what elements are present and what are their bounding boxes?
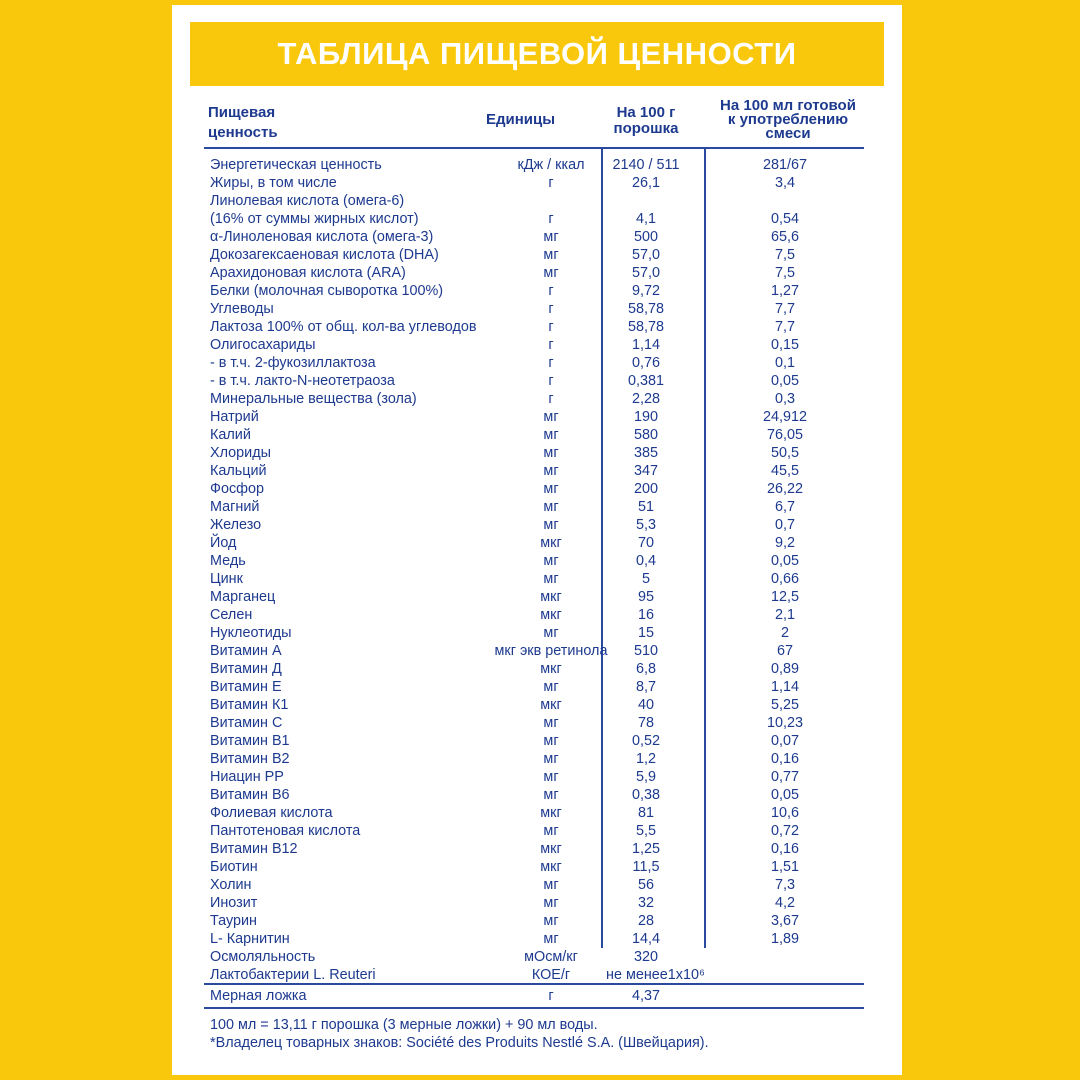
nutrient-name: Белки (молочная сыворотка 100%) — [210, 283, 444, 299]
nutrient-unit: г — [548, 391, 554, 407]
value-per-100g: 58,78 — [627, 301, 664, 317]
value-per-100g: 510 — [633, 643, 658, 659]
value-per-100g: 5,9 — [635, 769, 656, 785]
value-per-100ml: 0,7 — [774, 517, 795, 533]
nutrient-unit: мг — [543, 247, 559, 263]
value-per-100ml: 7,7 — [774, 301, 795, 317]
value-per-100ml: 0,05 — [770, 373, 799, 389]
value-per-100g: 81 — [637, 805, 654, 821]
nutrient-unit: мг — [543, 229, 559, 245]
value-per-100ml: 6,7 — [774, 499, 795, 515]
nutrient-name: Таурин — [210, 913, 258, 929]
nutrient-name: Железо — [210, 517, 262, 533]
value-per-100ml: 0,05 — [770, 787, 799, 803]
value-per-100g: 2,28 — [631, 391, 660, 407]
nutrient-name: Пантотеновая кислота — [210, 823, 361, 839]
footer-serving-note: 100 мл = 13,11 г порошка (3 мерные ложки) + 90 мл воды. — [210, 1017, 598, 1033]
value-per-100ml: 24,912 — [762, 409, 807, 425]
table-row — [210, 192, 860, 210]
nutrient-unit: мг — [543, 553, 559, 569]
value-per-100ml: 5,25 — [770, 697, 799, 713]
nutrient-unit: мг — [543, 625, 559, 641]
table-row — [210, 480, 860, 498]
nutrient-name: Витамин Е — [210, 679, 282, 695]
table-row — [210, 264, 860, 282]
value-per-100g: 1,2 — [635, 751, 656, 767]
value-per-100g: 200 — [633, 481, 658, 497]
value-per-100g: не менее1х10⁶ — [606, 967, 705, 983]
table-row — [210, 876, 860, 894]
value-per-100g: 56 — [637, 877, 654, 893]
nutrient-unit: мг — [543, 265, 559, 281]
value-per-100ml: 281/67 — [762, 157, 807, 173]
table-row — [210, 336, 860, 354]
nutrient-unit: мг — [543, 427, 559, 443]
col-head-unit: Единицы — [486, 111, 556, 128]
nutrient-name: Цинк — [210, 571, 243, 587]
value-per-100ml: 4,2 — [774, 895, 795, 911]
nutrient-name: Олигосахариды — [210, 337, 316, 353]
table-row — [210, 318, 860, 336]
nutrient-name: Углеводы — [210, 301, 274, 317]
nutrient-name: Селен — [210, 607, 253, 623]
nutrient-unit: мг — [543, 463, 559, 479]
measure-name: Мерная ложка — [210, 988, 307, 1004]
table-row — [210, 678, 860, 696]
nutrient-unit: г — [548, 175, 554, 191]
value-per-100g: 385 — [633, 445, 658, 461]
value-per-100ml: 0,16 — [770, 841, 799, 857]
table-row — [210, 930, 860, 948]
table-row — [210, 552, 860, 570]
value-per-100g: 0,52 — [631, 733, 660, 749]
table-row — [210, 426, 860, 444]
nutrient-unit: г — [548, 337, 554, 353]
value-per-100ml: 1,89 — [770, 931, 799, 947]
value-per-100g: 14,4 — [631, 931, 660, 947]
nutrient-unit: г — [548, 301, 554, 317]
value-per-100g: 8,7 — [635, 679, 656, 695]
value-per-100g: 9,72 — [631, 283, 660, 299]
nutrient-unit: мг — [543, 895, 559, 911]
table-row — [210, 390, 860, 408]
value-per-100ml: 0,07 — [770, 733, 799, 749]
nutrient-name: Нуклеотиды — [210, 625, 292, 641]
nutrient-unit: КОЕ/г — [531, 967, 571, 983]
table-row — [210, 768, 860, 786]
value-per-100g: 57,0 — [631, 265, 660, 281]
col-head-nutrient: Пищевая ценность — [208, 104, 278, 141]
nutrient-name: - в т.ч. 2-фукозиллактоза — [210, 355, 376, 371]
nutrient-name: Холин — [210, 877, 252, 893]
value-per-100ml: 0,05 — [770, 553, 799, 569]
value-per-100ml: 0,89 — [770, 661, 799, 677]
col-head-per100g: На 100 г порошка — [613, 104, 679, 137]
value-per-100ml: 0,77 — [770, 769, 799, 785]
nutrient-name: L- Карнитин — [210, 931, 290, 947]
nutrient-unit: мг — [543, 823, 559, 839]
value-per-100ml: 50,5 — [770, 445, 799, 461]
table-row — [210, 840, 860, 858]
nutrient-name: Натрий — [210, 409, 259, 425]
table-row — [210, 174, 860, 192]
value-per-100g: 6,8 — [635, 661, 656, 677]
nutrient-name: Витамин С — [210, 715, 283, 731]
nutrient-name: Витамин В1 — [210, 733, 290, 749]
nutrient-name: Осмоляльность — [210, 949, 316, 965]
nutrient-name: Лактоза 100% от общ. кол-ва углеводов — [210, 319, 477, 335]
value-per-100ml: 65,6 — [770, 229, 799, 245]
nutrient-unit: мг — [543, 409, 559, 425]
value-per-100g: 16 — [637, 607, 654, 623]
measure-rule-top — [204, 983, 864, 985]
value-per-100ml: 26,22 — [766, 481, 803, 497]
nutrient-name: Витамин В2 — [210, 751, 290, 767]
value-per-100ml: 0,3 — [774, 391, 795, 407]
value-per-100g: 0,4 — [635, 553, 656, 569]
nutrient-unit: мкг — [540, 535, 562, 551]
nutrient-unit: мкг — [540, 841, 562, 857]
nutrient-unit: мг — [543, 733, 559, 749]
table-row — [210, 894, 860, 912]
nutrient-unit: мг — [543, 517, 559, 533]
table-row — [210, 156, 860, 174]
nutrient-unit: г — [548, 373, 554, 389]
value-per-100ml: 7,7 — [774, 319, 795, 335]
table-title: ТАБЛИЦА ПИЩЕВОЙ ЦЕННОСТИ — [277, 36, 797, 71]
value-per-100g: 32 — [637, 895, 654, 911]
value-per-100ml: 0,66 — [770, 571, 799, 587]
value-per-100ml: 10,6 — [770, 805, 799, 821]
value-per-100ml: 1,51 — [770, 859, 799, 875]
value-per-100ml: 10,23 — [766, 715, 803, 731]
table-row — [210, 948, 860, 966]
table-row — [210, 534, 860, 552]
measure-value: 4,37 — [631, 988, 660, 1004]
value-per-100g: 190 — [633, 409, 658, 425]
table-row — [210, 606, 860, 624]
value-per-100g: 4,1 — [635, 211, 656, 227]
value-per-100g: 320 — [633, 949, 658, 965]
nutrient-unit: мкг экв ретинола — [494, 643, 608, 659]
value-per-100g: 0,38 — [631, 787, 660, 803]
table-row — [210, 912, 860, 930]
nutrient-name: Минеральные вещества (зола) — [210, 391, 417, 407]
table-row — [210, 750, 860, 768]
nutrient-name: (16% от суммы жирных кислот) — [210, 211, 419, 227]
value-per-100ml: 3,67 — [770, 913, 799, 929]
table-row — [210, 660, 860, 678]
nutrient-unit: мг — [543, 679, 559, 695]
nutrient-name: Ниацин РР — [210, 769, 284, 785]
value-per-100ml: 12,5 — [770, 589, 799, 605]
value-per-100ml: 0,54 — [770, 211, 799, 227]
measure-unit: г — [548, 988, 554, 1004]
table-row — [210, 570, 860, 588]
nutrient-unit: мг — [543, 931, 559, 947]
title-bar — [190, 22, 884, 86]
nutrient-unit: мг — [543, 877, 559, 893]
table-row — [210, 588, 860, 606]
nutrient-name: Докозагексаеновая кислота (DHA) — [210, 247, 439, 263]
nutrient-name: Магний — [210, 499, 260, 515]
nutrient-name: Линолевая кислота (омега-6) — [210, 193, 405, 209]
nutrient-name: Витамин А — [210, 643, 282, 659]
nutrient-name: Хлориды — [210, 445, 271, 461]
value-per-100g: 58,78 — [627, 319, 664, 335]
nutrient-name: Медь — [210, 553, 246, 569]
nutrient-name: Энергетическая ценность — [210, 157, 382, 173]
nutrient-unit: мг — [543, 751, 559, 767]
nutrient-unit: мг — [543, 913, 559, 929]
nutrient-name: α-Линоленовая кислота (омега-3) — [210, 229, 434, 245]
nutrient-name: Инозит — [210, 895, 258, 911]
table-row — [210, 858, 860, 876]
nutrient-unit: мг — [543, 715, 559, 731]
nutrient-unit: мг — [543, 769, 559, 785]
table-row — [210, 696, 860, 714]
col-head-per100ml: На 100 мл готовой к употреблению смеси — [720, 97, 856, 142]
table-row — [210, 804, 860, 822]
value-per-100g: 28 — [637, 913, 654, 929]
footer-trademark-note: *Владелец товарных знаков: Société des Produits Nestlé S.A. (Швейцария). — [210, 1035, 709, 1051]
table-row — [210, 462, 860, 480]
nutrient-name: - в т.ч. лакто-N-неотетраоза — [210, 373, 395, 389]
table-row — [210, 732, 860, 750]
nutrition-table — [210, 156, 860, 984]
nutrient-name: Биотин — [210, 859, 258, 875]
nutrient-name: Кальций — [210, 463, 267, 479]
table-row — [210, 246, 860, 264]
value-per-100g: 57,0 — [631, 247, 660, 263]
value-per-100ml: 1,14 — [770, 679, 799, 695]
table-row — [210, 714, 860, 732]
value-per-100g: 1,14 — [631, 337, 660, 353]
table-row — [210, 228, 860, 246]
nutrient-unit: мг — [543, 481, 559, 497]
value-per-100ml: 0,72 — [770, 823, 799, 839]
value-per-100ml: 7,3 — [774, 877, 795, 893]
value-per-100g: 2140 / 511 — [612, 157, 680, 173]
value-per-100g: 5,5 — [635, 823, 656, 839]
value-per-100ml: 7,5 — [774, 265, 795, 281]
nutrient-unit: мкг — [540, 859, 562, 875]
nutrient-name: Арахидоновая кислота (ARA) — [210, 265, 406, 281]
nutrient-unit: мкг — [540, 697, 562, 713]
nutrient-unit: г — [548, 211, 554, 227]
value-per-100ml: 0,16 — [770, 751, 799, 767]
value-per-100g: 5,3 — [635, 517, 656, 533]
table-row — [210, 966, 860, 984]
value-per-100g: 51 — [637, 499, 654, 515]
nutrient-name: Витамин К1 — [210, 697, 289, 713]
value-per-100g: 500 — [633, 229, 658, 245]
value-per-100ml: 7,5 — [774, 247, 795, 263]
nutrient-unit: мкг — [540, 607, 562, 623]
nutrient-unit: кДж / ккал — [517, 157, 585, 173]
value-per-100g: 0,381 — [627, 373, 664, 389]
value-per-100ml: 3,4 — [774, 175, 795, 191]
nutrient-unit: мг — [543, 787, 559, 803]
value-per-100g: 26,1 — [631, 175, 660, 191]
header-rule — [204, 147, 864, 149]
nutrient-name: Марганец — [210, 589, 276, 605]
nutrient-unit: г — [548, 355, 554, 371]
table-row — [210, 354, 860, 372]
value-per-100g: 40 — [637, 697, 654, 713]
nutrient-unit: мкг — [540, 805, 562, 821]
value-per-100ml: 9,2 — [774, 535, 795, 551]
nutrient-name: Витамин Д — [210, 661, 282, 677]
measure-rule-bottom — [204, 1007, 864, 1009]
table-row — [210, 822, 860, 840]
nutrient-name: Фосфор — [210, 481, 264, 497]
value-per-100g: 580 — [633, 427, 658, 443]
value-per-100ml: 67 — [776, 643, 793, 659]
table-row — [210, 624, 860, 642]
nutrient-name: Лактобактерии L. Reuteri — [210, 967, 376, 983]
value-per-100ml: 2 — [780, 625, 789, 641]
value-per-100g: 5 — [641, 571, 650, 587]
nutrient-name: Витамин В12 — [210, 841, 298, 857]
value-per-100ml: 76,05 — [766, 427, 803, 443]
table-row — [210, 444, 860, 462]
value-per-100g: 78 — [637, 715, 654, 731]
value-per-100g: 95 — [637, 589, 654, 605]
value-per-100g: 70 — [637, 535, 654, 551]
nutrient-unit: г — [548, 319, 554, 335]
table-row — [210, 282, 860, 300]
nutrient-name: Жиры, в том числе — [210, 175, 337, 191]
nutrient-unit: мкг — [540, 661, 562, 677]
value-per-100g: 15 — [637, 625, 654, 641]
value-per-100g: 347 — [633, 463, 658, 479]
nutrient-name: Йод — [210, 535, 237, 551]
nutrient-unit: г — [548, 283, 554, 299]
nutrient-name: Фолиевая кислота — [210, 805, 333, 821]
nutrient-unit: мг — [543, 445, 559, 461]
nutrient-unit: мкг — [540, 589, 562, 605]
table-row — [210, 516, 860, 534]
value-per-100ml: 45,5 — [770, 463, 799, 479]
value-per-100g: 0,76 — [631, 355, 660, 371]
value-per-100ml: 2,1 — [774, 607, 795, 623]
nutrient-name: Витамин В6 — [210, 787, 290, 803]
nutrient-unit: мг — [543, 571, 559, 587]
table-row — [210, 300, 860, 318]
nutrient-name: Калий — [210, 427, 251, 443]
table-row — [210, 642, 860, 660]
value-per-100ml: 0,15 — [770, 337, 799, 353]
value-per-100ml: 1,27 — [770, 283, 799, 299]
table-row — [210, 408, 860, 426]
table-row — [210, 210, 860, 228]
value-per-100g: 11,5 — [632, 859, 660, 875]
value-per-100g: 1,25 — [631, 841, 660, 857]
value-per-100ml: 0,1 — [774, 355, 795, 371]
nutrient-unit: мОсм/кг — [524, 949, 578, 965]
measure-row — [210, 987, 860, 1005]
nutrient-unit: мг — [543, 499, 559, 515]
table-row — [210, 372, 860, 390]
table-row — [210, 498, 860, 516]
table-row — [210, 786, 860, 804]
